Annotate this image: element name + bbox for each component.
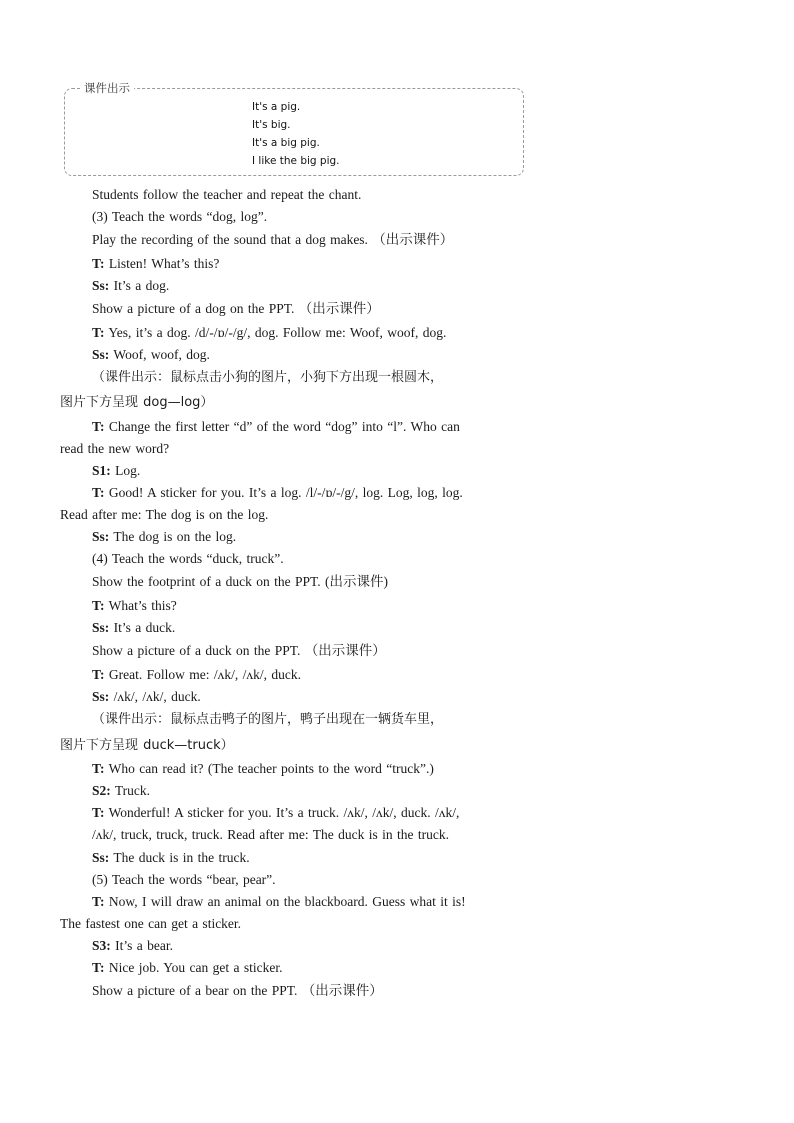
- text-line: Show the footprint of a duck on the PPT. (出示课件): [92, 574, 388, 589]
- text-line: Show a picture of a dog on the PPT. （出示课件）: [92, 301, 380, 316]
- dialogue-line: S1: Log.: [92, 463, 141, 478]
- speaker-label: Ss:: [92, 850, 110, 865]
- speaker-label: S2:: [92, 783, 111, 798]
- text-line: read the new word?: [60, 441, 170, 456]
- courseware-note: （课件出示：鼠标点击鸭子的图片，鸭子出现在一辆货车里，: [92, 712, 444, 727]
- dialogue-line: S3: It’s a bear.: [92, 938, 173, 953]
- speaker-label: T:: [92, 894, 105, 909]
- dialogue-line: T: Listen! What’s this?: [92, 256, 220, 271]
- text-line: /ʌk/, truck, truck, truck. Read after me: The duck is in the truck.: [92, 827, 450, 842]
- speaker-label: T:: [92, 419, 105, 434]
- text-line: Play the recording of the sound that a dog makes. （出示课件）: [92, 232, 454, 247]
- speaker-label: T:: [92, 485, 105, 500]
- speaker-label: Ss:: [92, 347, 110, 362]
- speaker-label: T:: [92, 805, 105, 820]
- dialogue-line: T: Great. Follow me: /ʌk/, /ʌk/, duck.: [92, 667, 301, 682]
- courseware-note: 图片下方呈现 dog—log）: [60, 395, 214, 410]
- dialogue-line: S2: Truck.: [92, 783, 151, 798]
- courseware-box-lines: [252, 98, 340, 170]
- text-line: Read after me: The dog is on the log.: [60, 507, 269, 522]
- text-line: The fastest one can get a sticker.: [60, 916, 242, 931]
- speaker-label: T:: [92, 761, 105, 776]
- courseware-box-label: 课件出示: [80, 80, 134, 96]
- speaker-label: T:: [92, 667, 105, 682]
- speaker-label: T:: [92, 960, 105, 975]
- dialogue-line: Ss: The duck is in the truck.: [92, 850, 250, 865]
- speaker-label: S1:: [92, 463, 111, 478]
- dialogue-line: T: Change the first letter “d” of the word “dog” into “l”. Who can: [92, 419, 460, 434]
- dialogue-line: T: Who can read it? (The teacher points to the word “truck”.): [92, 761, 434, 776]
- speaker-label: S3:: [92, 938, 111, 953]
- speaker-label: Ss:: [92, 689, 110, 704]
- chant-line: It's big.: [252, 119, 291, 131]
- courseware-note: （课件出示：鼠标点击小狗的图片，小狗下方出现一根圆木，: [92, 370, 444, 385]
- speaker-label: T:: [92, 598, 105, 613]
- dialogue-line: Ss: The dog is on the log.: [92, 529, 237, 544]
- dialogue-line: Ss: Woof, woof, dog.: [92, 347, 210, 362]
- speaker-label: Ss:: [92, 620, 110, 635]
- speaker-label: T:: [92, 325, 105, 340]
- chant-line: I like the big pig.: [252, 155, 340, 167]
- text-line: (3) Teach the words “dog, log”.: [92, 209, 268, 224]
- chant-line: It's a pig.: [252, 101, 301, 113]
- dialogue-line: T: Now, I will draw an animal on the blackboard. Guess what it is!: [92, 894, 466, 909]
- dialogue-line: Ss: It’s a dog.: [92, 278, 170, 293]
- text-line: (4) Teach the words “duck, truck”.: [92, 551, 284, 566]
- dialogue-line: Ss: /ʌk/, /ʌk/, duck.: [92, 689, 201, 704]
- text-line: (5) Teach the words “bear, pear”.: [92, 872, 276, 887]
- dialogue-line: T: Nice job. You can get a sticker.: [92, 960, 283, 975]
- speaker-label: Ss:: [92, 529, 110, 544]
- dialogue-line: T: What’s this?: [92, 598, 177, 613]
- text-line: Show a picture of a duck on the PPT. （出示课件）: [92, 643, 386, 658]
- dialogue-line: T: Yes, it’s a dog. /d/-/ɒ/-/g/, dog. Follow me: Woof, woof, dog.: [92, 325, 447, 340]
- speaker-label: Ss:: [92, 278, 110, 293]
- dialogue-line: Ss: It’s a duck.: [92, 620, 176, 635]
- chant-line: It's a big pig.: [252, 137, 320, 149]
- text-line: Show a picture of a bear on the PPT. （出示课件）: [92, 983, 383, 998]
- speaker-label: T:: [92, 256, 105, 271]
- dialogue-line: T: Good! A sticker for you. It’s a log. /l/-/ɒ/-/g/, log. Log, log, log.: [92, 485, 463, 500]
- text-line: Students follow the teacher and repeat the chant.: [92, 187, 362, 202]
- courseware-note: 图片下方呈现 duck—truck）: [60, 738, 234, 753]
- dialogue-line: T: Wonderful! A sticker for you. It’s a truck. /ʌk/, /ʌk/, duck. /ʌk/,: [92, 805, 460, 820]
